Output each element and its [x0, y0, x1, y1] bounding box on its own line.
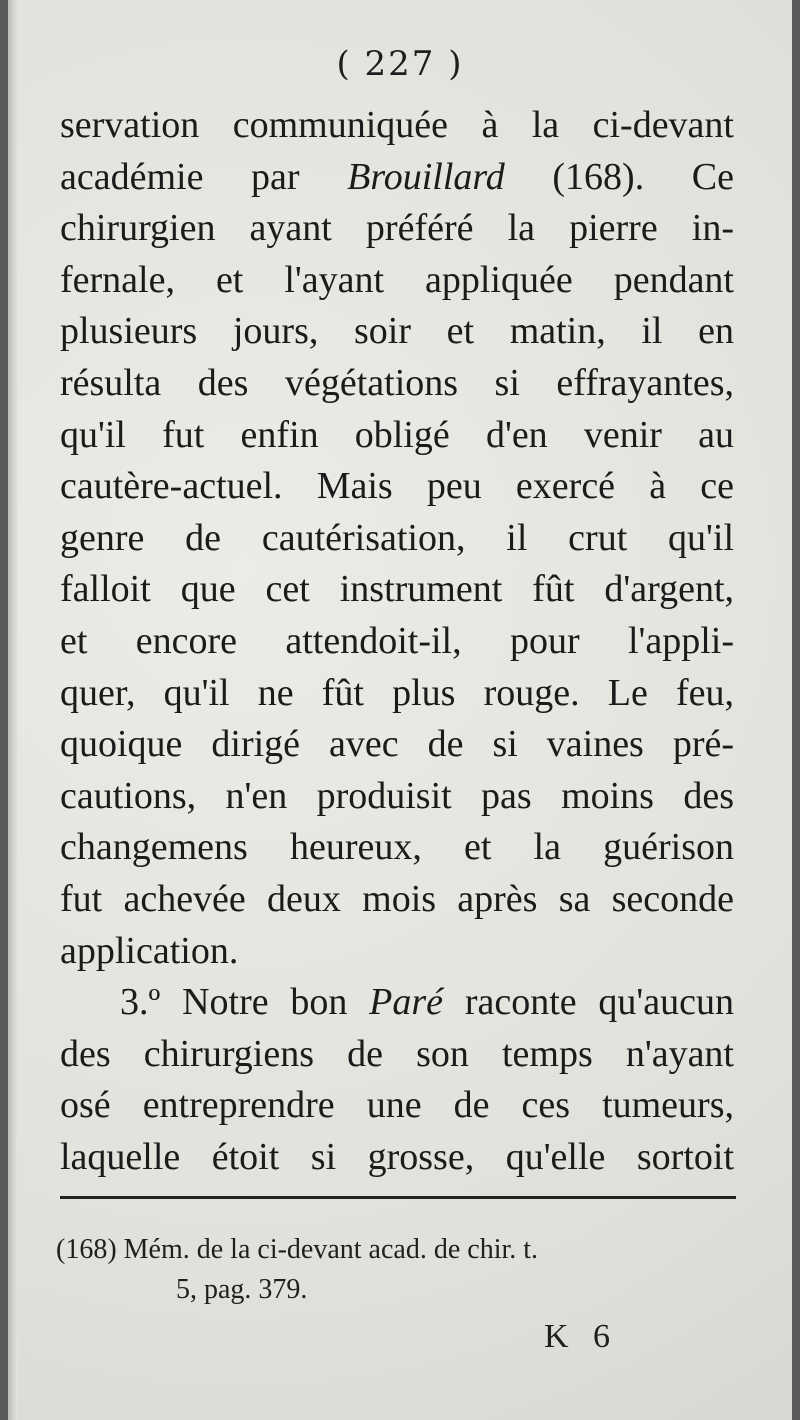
text-line — [60, 100, 734, 152]
page-number: ( 227 ) — [336, 44, 464, 84]
text-line — [60, 926, 734, 978]
text-line-segment: académie par — [60, 155, 348, 198]
text-line-segment: (168). Ce — [504, 155, 734, 198]
text-line-segment: servation communiquée à la ci-devant — [60, 104, 734, 146]
text-line — [60, 564, 734, 616]
text-line-segment: falloit que cet instrument fût d'argent, — [60, 568, 734, 611]
footnote-rule — [60, 1196, 736, 1199]
text-line-segment: quoique dirigé avec de si vaines pré- — [60, 723, 734, 766]
text-line-segment: fut achevée deux mois après sa seconde — [60, 877, 734, 920]
text-line — [60, 616, 734, 668]
italic-name: Brouillard — [347, 155, 505, 198]
text-line-segment: et encore attendoit-il, pour l'appli- — [60, 619, 734, 662]
text-line — [60, 203, 734, 255]
book-page — [8, 0, 792, 1420]
text-line-segment: des chirurgiens de son temps n'ayant — [60, 1032, 734, 1075]
text-line-segment: qu'il fut enfin obligé d'en venir au — [60, 413, 734, 456]
text-line-segment: osé entreprendre une de ces tumeurs, — [60, 1084, 734, 1127]
signature-mark: K 6 — [544, 1318, 619, 1355]
text-line — [60, 822, 734, 874]
footnote-line-2: 5, pag. 379. — [176, 1274, 308, 1305]
text-line-segment: cautère-actuel. Mais peu exercé à ce — [60, 465, 734, 508]
text-line-segment: laquelle étoit si grosse, qu'elle sortoit — [60, 1135, 734, 1178]
text-line-segment: résulta des végétations si effrayantes, — [60, 361, 734, 404]
text-line — [60, 461, 734, 513]
page-edge-shadow — [8, 0, 18, 1420]
text-line — [60, 874, 734, 926]
text-line — [60, 1080, 734, 1132]
body-text — [60, 100, 734, 1183]
text-line — [60, 358, 734, 410]
text-line — [60, 306, 734, 358]
text-line-segment: quer, qu'il ne fût plus rouge. Le feu, — [60, 671, 734, 714]
text-line-segment: genre de cautérisation, il crut qu'il — [60, 516, 734, 559]
text-line-segment: application. — [60, 929, 239, 972]
text-line — [60, 152, 734, 204]
text-line — [60, 1132, 734, 1184]
text-line — [60, 668, 734, 720]
text-line — [60, 255, 734, 307]
text-line — [60, 1029, 734, 1081]
text-line — [60, 977, 734, 1029]
text-line — [60, 513, 734, 565]
text-line-segment: raconte qu'aucun — [443, 981, 734, 1024]
text-line — [60, 410, 734, 462]
footnote — [56, 1230, 736, 1310]
text-line-segment: fernale, et l'ayant appliquée pendant — [60, 258, 734, 301]
text-line-segment: cautions, n'en produisit pas moins des — [60, 774, 734, 817]
text-line-segment: chirurgien ayant préféré la pierre in- — [60, 207, 734, 250]
text-line — [60, 771, 734, 823]
text-line — [60, 719, 734, 771]
text-line-segment: 3.º Notre bon — [120, 981, 370, 1024]
text-line-segment: changemens heureux, et la guérison — [60, 826, 734, 869]
italic-name: Paré — [369, 981, 444, 1024]
footnote-line-1: (168) Mém. de la ci-devant acad. de chir. t. — [56, 1234, 539, 1265]
text-line-segment: plusieurs jours, soir et matin, il en — [60, 310, 734, 353]
